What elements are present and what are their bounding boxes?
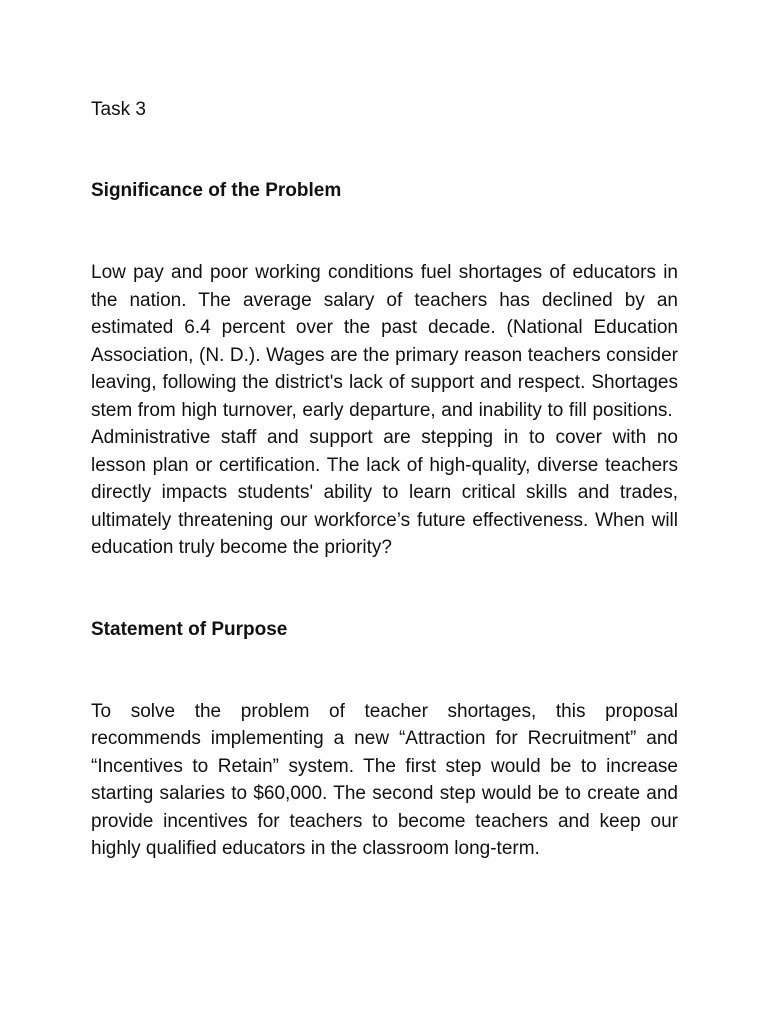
- spacer: [91, 643, 678, 698]
- spacer: [91, 562, 678, 616]
- spacer: [91, 204, 678, 259]
- spacer: [91, 123, 678, 177]
- section-heading: Statement of Purpose: [91, 618, 288, 640]
- task-label: Task 3: [91, 99, 146, 120]
- section-paragraph: To solve the problem of teacher shortages, this proposal recommends implementing a new “Attraction for Recruitment” and “Incentives to Retain” system. The first step would be to increase starting salaries to $60,000. The second step would be to create and provide incentives for teachers to become teachers and keep our highly qualified educators in the classroom long-term.: [91, 700, 678, 859]
- section-paragraph: Low pay and poor working conditions fuel shortages of educators in the nation. The average salary of teachers has declined by an estimated 6.4 percent over the past decade. (National Education Association, (N. D.). Wages are the primary reason teachers consider leaving, following the district's lack of support and respect. Shortages stem from high turnover, early departure, and inability to fill positions. Administrative staff and support are stepping in to cover with no lesson plan or certification. The lack of high-quality, diverse teachers directly impacts students' ability to learn critical skills and trades, ultimately threatening our workforce’s future effectiveness. When will education truly become the priority?: [91, 262, 678, 558]
- section-statement-of-purpose: [91, 616, 678, 863]
- document-body: [91, 96, 678, 863]
- section-heading: Significance of the Problem: [91, 180, 342, 201]
- section-significance: [91, 177, 678, 562]
